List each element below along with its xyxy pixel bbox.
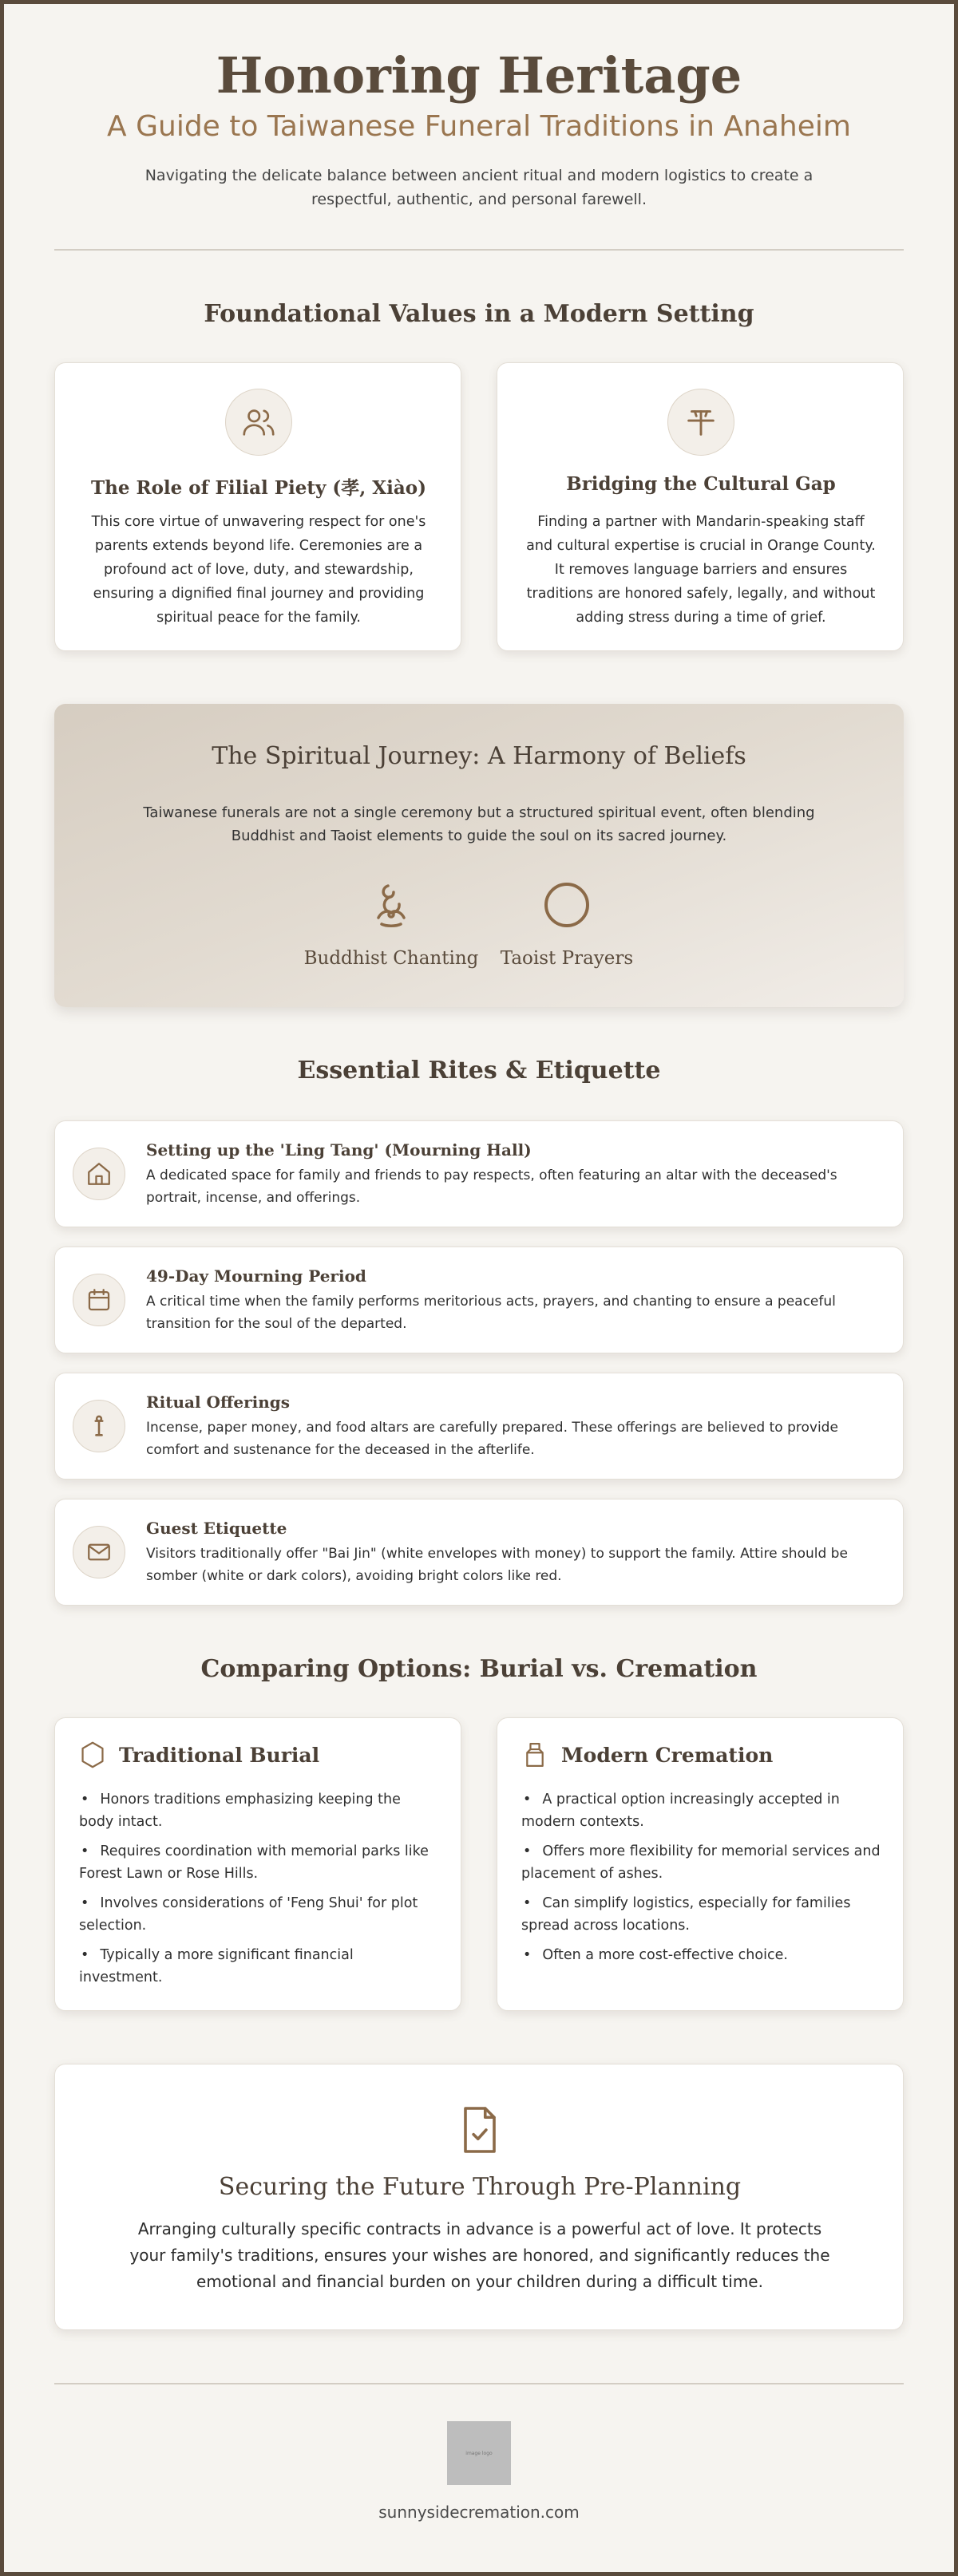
- belief-label: Taoist Prayers: [500, 948, 634, 969]
- option-card-cremation: [497, 1717, 904, 2011]
- belief-label: Buddhist Chanting: [303, 948, 479, 969]
- rite-text: Visitors traditionally offer "Bai Jin" (white envelopes with money) to support the family. Attire should be somber (white or dark colors), avoiding bright colors like red.: [146, 1546, 848, 1584]
- card-heading: The Role of Filial Piety (孝, Xiào): [90, 477, 426, 499]
- option-list: [521, 1788, 881, 1973]
- rite-card-etiquette: [54, 1499, 904, 1606]
- calendar-icon: [73, 1274, 125, 1326]
- circle-icon: [541, 879, 592, 930]
- planning-title: Securing the Future Through Pre-Planning: [218, 2173, 742, 2201]
- rite-card-ling-tang: [54, 1120, 904, 1227]
- divider: [54, 2383, 904, 2384]
- document-check-icon: [458, 2104, 501, 2155]
- rite-heading: 49-Day Mourning Period: [146, 1266, 366, 1286]
- rite-card-mourning-period: [54, 1247, 904, 1353]
- hexagon-icon: [79, 1740, 106, 1769]
- rite-heading: Ritual Offerings: [146, 1393, 290, 1412]
- page-title: Honoring Heritage: [216, 46, 742, 105]
- list-item: • Honors traditions emphasizing keeping the body intact.: [79, 1788, 438, 1833]
- section-title-rites: Essential Rites & Etiquette: [297, 1057, 661, 1085]
- rite-text: A critical time when the family performs meritorious acts, prayers, and chanting to ensure a peaceful transition for the soul of the departed.: [146, 1294, 836, 1332]
- rite-text: A dedicated space for family and friends to pay respects, often featuring an altar with the deceased's portrait, incense, and offerings.: [146, 1167, 837, 1206]
- planning-text: Arranging culturally specific contracts in advance is a powerful act of love. It protects your family's traditions, ensures your wishes are honored, and significantly reduces the emotional and financial burden on your children during a difficult time.: [129, 2219, 830, 2291]
- list-item: • Often a more cost-effective choice.: [521, 1944, 881, 1966]
- rite-heading: Setting up the 'Ling Tang' (Mourning Hall): [146, 1140, 532, 1160]
- divider: [54, 249, 904, 251]
- spiritual-title: The Spiritual Journey: A Harmony of Beliefs: [212, 742, 746, 770]
- incense-icon: [73, 1400, 125, 1452]
- section-title-options: Comparing Options: Burial vs. Cremation: [200, 1655, 758, 1683]
- card-text: Finding a partner with Mandarin-speaking staff and cultural expertise is crucial in Orange County. It removes language barriers and ensures traditions are honored safely, legally, and without adding stress during a time of grief.: [526, 514, 876, 626]
- list-item: • Can simplify logistics, especially for families spread across locations.: [521, 1892, 881, 1937]
- rite-heading: Guest Etiquette: [146, 1519, 287, 1538]
- value-card-cultural-gap: [497, 362, 904, 651]
- value-card-filial-piety: [54, 362, 461, 651]
- list-item: • A practical option increasingly accepted in modern contexts.: [521, 1788, 881, 1833]
- card-heading: Bridging the Cultural Gap: [566, 473, 836, 495]
- page-subtitle: A Guide to Taiwanese Funeral Traditions in Anaheim: [107, 110, 851, 143]
- rite-card-offerings: [54, 1373, 904, 1480]
- logo-alt-text: image logo: [465, 2450, 493, 2456]
- option-heading: Modern Cremation: [561, 1743, 774, 1767]
- envelope-icon: [73, 1526, 125, 1578]
- bridge-icon: [667, 389, 734, 456]
- option-card-burial: [54, 1717, 461, 2011]
- home-icon: [73, 1148, 125, 1200]
- list-item: • Typically a more significant financial investment.: [79, 1944, 438, 1989]
- intro-text: Navigating the delicate balance between ancient ritual and modern logistics to create a respectful, authentic, and personal farewell.: [144, 167, 814, 208]
- list-item: • Offers more flexibility for memorial services and placement of ashes.: [521, 1840, 881, 1885]
- pre-planning-card: [54, 2064, 904, 2330]
- card-text: This core virtue of unwavering respect for one's parents extends beyond life. Ceremonies are a profound act of love, duty, and stewardship, ensuring a dignified final journey and providing spiritual peace for the family.: [91, 514, 426, 626]
- list-item: • Requires coordination with memorial parks like Forest Lawn or Rose Hills.: [79, 1840, 438, 1885]
- spiritual-text: Taiwanese funerals are not a single ceremony but a structured spiritual event, often blending Buddhist and Taoist elements to guide the soul on its sacred journey.: [143, 804, 815, 844]
- lotus-icon: [366, 879, 417, 930]
- footer-url[interactable]: sunnysidecremation.com: [378, 2503, 580, 2522]
- rite-text: Incense, paper money, and food altars are carefully prepared. These offerings are believed to provide comfort and sustenance for the deceased in the afterlife.: [146, 1420, 838, 1458]
- company-logo: [447, 2421, 511, 2485]
- spiritual-journey-panel: [54, 704, 904, 1007]
- urn-icon: [521, 1740, 548, 1769]
- list-item: • Involves considerations of 'Feng Shui' for plot selection.: [79, 1892, 438, 1937]
- option-heading: Traditional Burial: [119, 1743, 320, 1767]
- section-title-foundational: Foundational Values in a Modern Setting: [204, 300, 754, 328]
- option-list: [79, 1788, 438, 1996]
- people-icon: [225, 389, 292, 456]
